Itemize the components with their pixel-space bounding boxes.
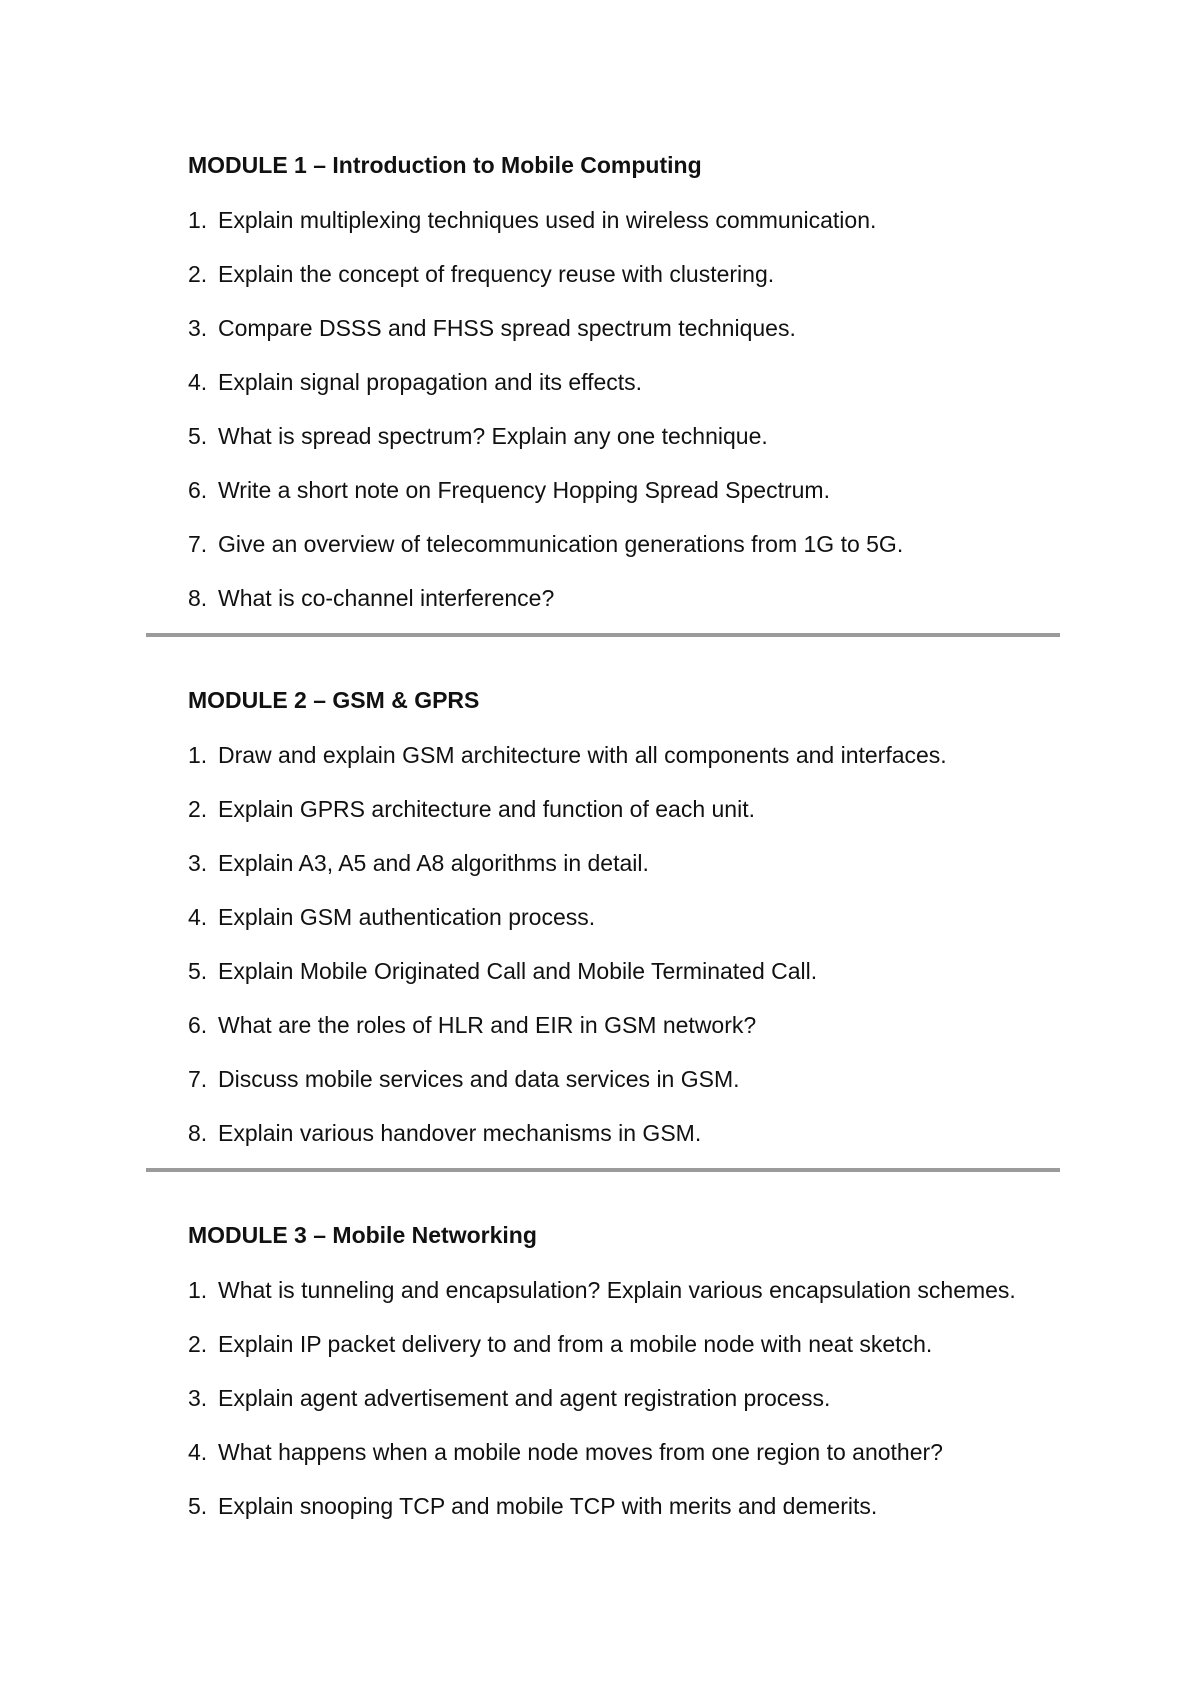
section-divider: [146, 633, 1060, 637]
question-number: 2.: [188, 796, 208, 822]
question-item: [188, 898, 1068, 937]
question-number: 2.: [188, 1331, 208, 1357]
document-content: [188, 148, 1068, 1541]
question-text: Explain multiplexing techniques used in wireless communication.: [218, 207, 877, 233]
question-number: 5.: [188, 423, 208, 449]
question-number: 1.: [188, 742, 208, 768]
question-item: [188, 363, 1068, 402]
question-text: Explain the concept of frequency reuse with clustering.: [218, 261, 775, 287]
question-item: [188, 579, 1068, 618]
question-number: 1.: [188, 1277, 208, 1303]
question-item: [188, 1006, 1068, 1045]
question-item: [188, 309, 1068, 348]
module-2-heading: MODULE 2 – GSM & GPRS: [188, 687, 480, 713]
question-item: [188, 736, 1068, 775]
question-number: 4.: [188, 904, 208, 930]
question-text: What is spread spectrum? Explain any one technique.: [218, 423, 768, 449]
question-item: [188, 255, 1068, 294]
question-item: [188, 952, 1068, 991]
question-item: [188, 844, 1068, 883]
module-1-heading: MODULE 1 – Introduction to Mobile Computing: [188, 152, 702, 178]
question-number: 6.: [188, 1012, 208, 1038]
question-item: [188, 1114, 1068, 1153]
question-number: 4.: [188, 369, 208, 395]
question-text: Explain snooping TCP and mobile TCP with merits and demerits.: [218, 1493, 878, 1519]
question-text: Explain IP packet delivery to and from a mobile node with neat sketch.: [218, 1331, 933, 1357]
question-number: 3.: [188, 850, 208, 876]
module-3-heading: MODULE 3 – Mobile Networking: [188, 1222, 537, 1248]
question-item: [188, 1433, 1068, 1472]
question-item: [188, 471, 1068, 510]
question-text: Compare DSSS and FHSS spread spectrum techniques.: [218, 315, 796, 341]
module-2-question-list: [188, 736, 1068, 1153]
question-number: 5.: [188, 1493, 208, 1519]
question-number: 4.: [188, 1439, 208, 1465]
question-number: 8.: [188, 585, 208, 611]
module-3-question-list: [188, 1271, 1068, 1526]
question-number: 6.: [188, 477, 208, 503]
question-text: Give an overview of telecommunication generations from 1G to 5G.: [218, 531, 904, 557]
question-text: Write a short note on Frequency Hopping Spread Spectrum.: [218, 477, 830, 503]
question-item: [188, 417, 1068, 456]
question-text: Discuss mobile services and data services in GSM.: [218, 1066, 740, 1092]
question-number: 2.: [188, 261, 208, 287]
question-text: Draw and explain GSM architecture with all components and interfaces.: [218, 742, 947, 768]
question-text: Explain GSM authentication process.: [218, 904, 596, 930]
module-1-section: [188, 148, 1068, 618]
question-text: Explain Mobile Originated Call and Mobile Terminated Call.: [218, 958, 818, 984]
question-number: 7.: [188, 531, 208, 557]
question-item: [188, 790, 1068, 829]
question-text: Explain signal propagation and its effects.: [218, 369, 643, 395]
question-number: 3.: [188, 1385, 208, 1411]
question-text: Explain various handover mechanisms in GSM.: [218, 1120, 702, 1146]
question-text: Explain agent advertisement and agent registration process.: [218, 1385, 831, 1411]
module-1-question-list: [188, 201, 1068, 618]
question-item: [188, 1379, 1068, 1418]
question-item: [188, 1060, 1068, 1099]
question-text: Explain GPRS architecture and function of each unit.: [218, 796, 755, 822]
question-item: [188, 1325, 1068, 1364]
question-number: 5.: [188, 958, 208, 984]
question-text: What is tunneling and encapsulation? Explain various encapsulation schemes.: [218, 1277, 1016, 1303]
question-item: [188, 1487, 1068, 1526]
question-text: What is co-channel interference?: [218, 585, 555, 611]
question-text: Explain A3, A5 and A8 algorithms in detail.: [218, 850, 649, 876]
module-2-section: [188, 683, 1068, 1153]
question-text: What happens when a mobile node moves from one region to another?: [218, 1439, 943, 1465]
module-3-section: [188, 1218, 1068, 1526]
question-item: [188, 201, 1068, 240]
question-number: 1.: [188, 207, 208, 233]
question-item: [188, 525, 1068, 564]
question-item: [188, 1271, 1068, 1310]
question-text: What are the roles of HLR and EIR in GSM network?: [218, 1012, 757, 1038]
question-number: 8.: [188, 1120, 208, 1146]
section-divider: [146, 1168, 1060, 1172]
question-number: 3.: [188, 315, 208, 341]
question-number: 7.: [188, 1066, 208, 1092]
